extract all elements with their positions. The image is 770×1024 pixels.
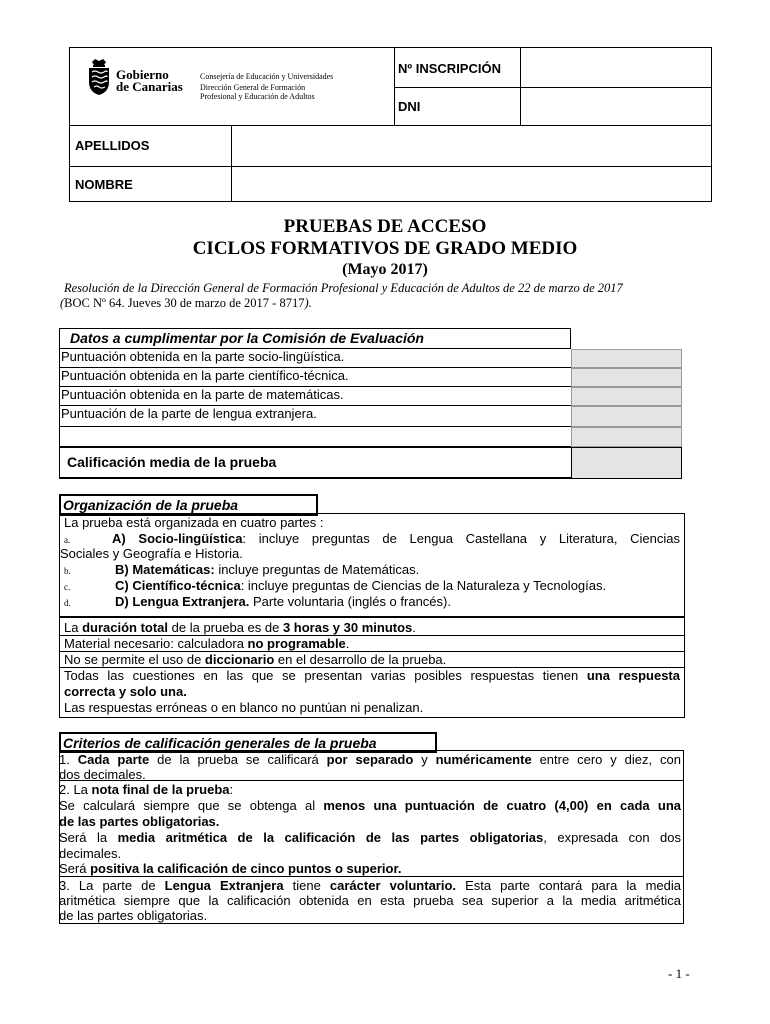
text-run: . (345, 636, 350, 651)
text-run: 3 horas y 30 minutos (282, 620, 413, 635)
part-a-cont: Sociales y Geografía e Historia. (60, 546, 243, 561)
resolution-text (60, 281, 724, 311)
score-row-label: Puntuación de la parte de lengua extranjera. (59, 406, 571, 427)
criterion-3-line2: aritmética siempre que la calificación obtenida en esta prueba sea superior a la media aritmética (59, 893, 681, 908)
text-run: Cada parte (77, 752, 150, 767)
text-run: Material necesario: calculadora (64, 636, 248, 651)
coat-of-arms-icon (86, 58, 112, 96)
list-marker: c. (64, 582, 71, 592)
part-d (60, 594, 451, 611)
list-marker: d. (64, 598, 71, 608)
score-row-label: Puntuación obtenida en la parte científico-técnica. (59, 368, 571, 387)
criterion-2 (59, 782, 233, 797)
text-run: carácter voluntario. (329, 878, 457, 893)
divider (231, 125, 232, 202)
dni-field[interactable] (522, 89, 710, 124)
dni-label: DNI (398, 99, 421, 114)
part-name: A) Socio-lingüística (112, 531, 243, 546)
page-number: - 1 - (668, 966, 690, 981)
divider (59, 876, 684, 877)
criterion-2-line4 (59, 830, 681, 845)
score-field-matematicas[interactable] (571, 387, 682, 406)
part-desc: : incluye preguntas de Lengua Castellana y Literatura, Ciencias (242, 531, 680, 546)
text-run: : (229, 782, 234, 797)
text-run: menos una puntuación de cuatro (4,00) en cada una (323, 798, 681, 813)
dept-line: Dirección General de Formación (200, 83, 306, 92)
nombre-label: NOMBRE (75, 177, 133, 192)
criterion-3-line3: de las partes obligatorias. (59, 908, 208, 923)
divider (520, 47, 521, 125)
divider (69, 166, 712, 167)
questions-text-cont: correcta y solo una. (64, 684, 187, 699)
logo-line: de Canarias (116, 79, 183, 94)
score-row-label: Puntuación obtenida en la parte socio-lingüística. (59, 349, 571, 368)
text-run: de la prueba se calificará (149, 752, 327, 767)
part-desc: Parte voluntaria (inglés o francés). (249, 594, 451, 609)
criteria-heading: Criterios de calificación generales de la prueba (59, 732, 437, 753)
text-run: no programable (247, 636, 346, 651)
evaluation-heading: Datos a cumplimentar por la Comisión de Evaluación (59, 328, 571, 349)
part-desc: incluye preguntas de Matemáticas. (214, 562, 420, 577)
final-grade-label: Calificación media de la prueba (67, 454, 277, 470)
text-run: 2. La (59, 782, 92, 797)
divider (394, 87, 712, 88)
subtitle: CICLOS FORMATIVOS DE GRADO MEDIO (192, 238, 578, 259)
text-run: de la prueba es de (168, 620, 283, 635)
text-run: , expresada con dos (543, 830, 682, 845)
divider (394, 47, 395, 125)
inscripcion-field[interactable] (522, 49, 710, 86)
text-run: No se permite el uso de (64, 652, 205, 667)
text-run: Todas las cuestiones en las que se presentan varias posibles respuestas tienen (64, 668, 587, 683)
text-run: y (413, 752, 436, 767)
text-run: Se calculará siempre que se obtenga al (59, 798, 324, 813)
criterion-1 (59, 752, 681, 767)
paren: ). (304, 296, 312, 310)
dept-line: Profesional y Educación de Adultos (200, 92, 315, 101)
text-run: La (64, 620, 83, 635)
dept-line: Consejería de Educación y Universidades (200, 72, 334, 81)
text-run: diccionario (204, 652, 275, 667)
text-run: . (412, 620, 416, 635)
text-run: Será la (59, 830, 118, 845)
part-name: D) Lengua Extranjera. (115, 594, 250, 609)
exam-date: (Mayo 2017) (342, 261, 428, 278)
list-marker: b. (64, 566, 71, 576)
final-grade-field[interactable] (571, 447, 682, 479)
criterion-2-line6 (59, 861, 401, 876)
divider (69, 125, 712, 126)
divider (59, 349, 60, 479)
score-row-label: Puntuación obtenida en la parte de matemáticas. (59, 387, 571, 406)
questions-text (64, 668, 680, 683)
part-c (60, 578, 606, 595)
text-run: positiva la calificación de cinco puntos o superior. (90, 861, 402, 876)
score-field-cientifico[interactable] (571, 368, 682, 387)
empty-row (59, 427, 571, 447)
text-run: duración total (82, 620, 169, 635)
logo-text (116, 69, 183, 93)
organization-heading: Organización de la prueba (59, 494, 318, 516)
resolution-line: Resolución de la Dirección General de Formación Profesional y Educación de Adultos de 22 de marzo de 2017 (64, 281, 623, 295)
text-run: Será (59, 861, 91, 876)
boc-reference: BOC Nº 64. Jueves 30 de marzo de 2017 - 8717 (64, 296, 305, 310)
criterion-1-cont: dos decimales. (59, 767, 146, 782)
apellidos-label: APELLIDOS (75, 138, 150, 153)
inscripcion-label: Nº INSCRIPCIÓN (398, 61, 501, 76)
text-run: en el desarrollo de la prueba. (274, 652, 447, 667)
apellidos-field[interactable] (233, 127, 710, 165)
duration-text (64, 620, 416, 635)
criterion-2-line3: de las partes obligatorias. (59, 814, 220, 829)
final-grade-row (59, 447, 571, 479)
criterion-3 (59, 878, 681, 893)
text-run: 3. La parte de (59, 878, 165, 893)
logo-line: Gobierno (116, 67, 169, 82)
text-run: media aritmética de la calificación de las partes obligatorias (117, 830, 544, 845)
text-run: entre cero y diez, con (531, 752, 681, 767)
text-run: tiene (283, 878, 330, 893)
score-field-lengua[interactable] (571, 406, 682, 427)
part-name: B) Matemáticas: (115, 562, 215, 577)
text-run: Esta parte contará para la media (456, 878, 681, 893)
paren: ( (60, 296, 65, 310)
wrong-answers-text: Las respuestas erróneas o en blanco no puntúan ni penalizan. (64, 700, 424, 715)
score-field-socio[interactable] (571, 349, 682, 368)
text-run: Lengua Extranjera (164, 878, 284, 893)
text-run: numéricamente (435, 752, 532, 767)
part-b (60, 562, 419, 579)
material-text (64, 636, 349, 651)
text-run: 1. (59, 752, 78, 767)
nombre-field[interactable] (233, 168, 710, 201)
text-run: nota final de la prueba (91, 782, 230, 797)
divider (59, 780, 684, 781)
main-title: PRUEBAS DE ACCESO (283, 216, 487, 237)
part-name: C) Científico-técnica (115, 578, 241, 593)
organization-intro: La prueba está organizada en cuatro partes : (64, 515, 324, 530)
department-text (200, 72, 333, 101)
dictionary-text (64, 652, 446, 667)
text-run: una respuesta (586, 668, 680, 683)
list-marker: a. (64, 535, 71, 545)
text-run: por separado (326, 752, 414, 767)
part-desc: : incluye preguntas de Ciencias de la Naturaleza y Tecnologías. (240, 578, 607, 593)
criterion-2-line2 (59, 798, 681, 813)
criterion-2-line5: decimales. (59, 846, 122, 861)
score-field-empty[interactable] (571, 427, 682, 447)
